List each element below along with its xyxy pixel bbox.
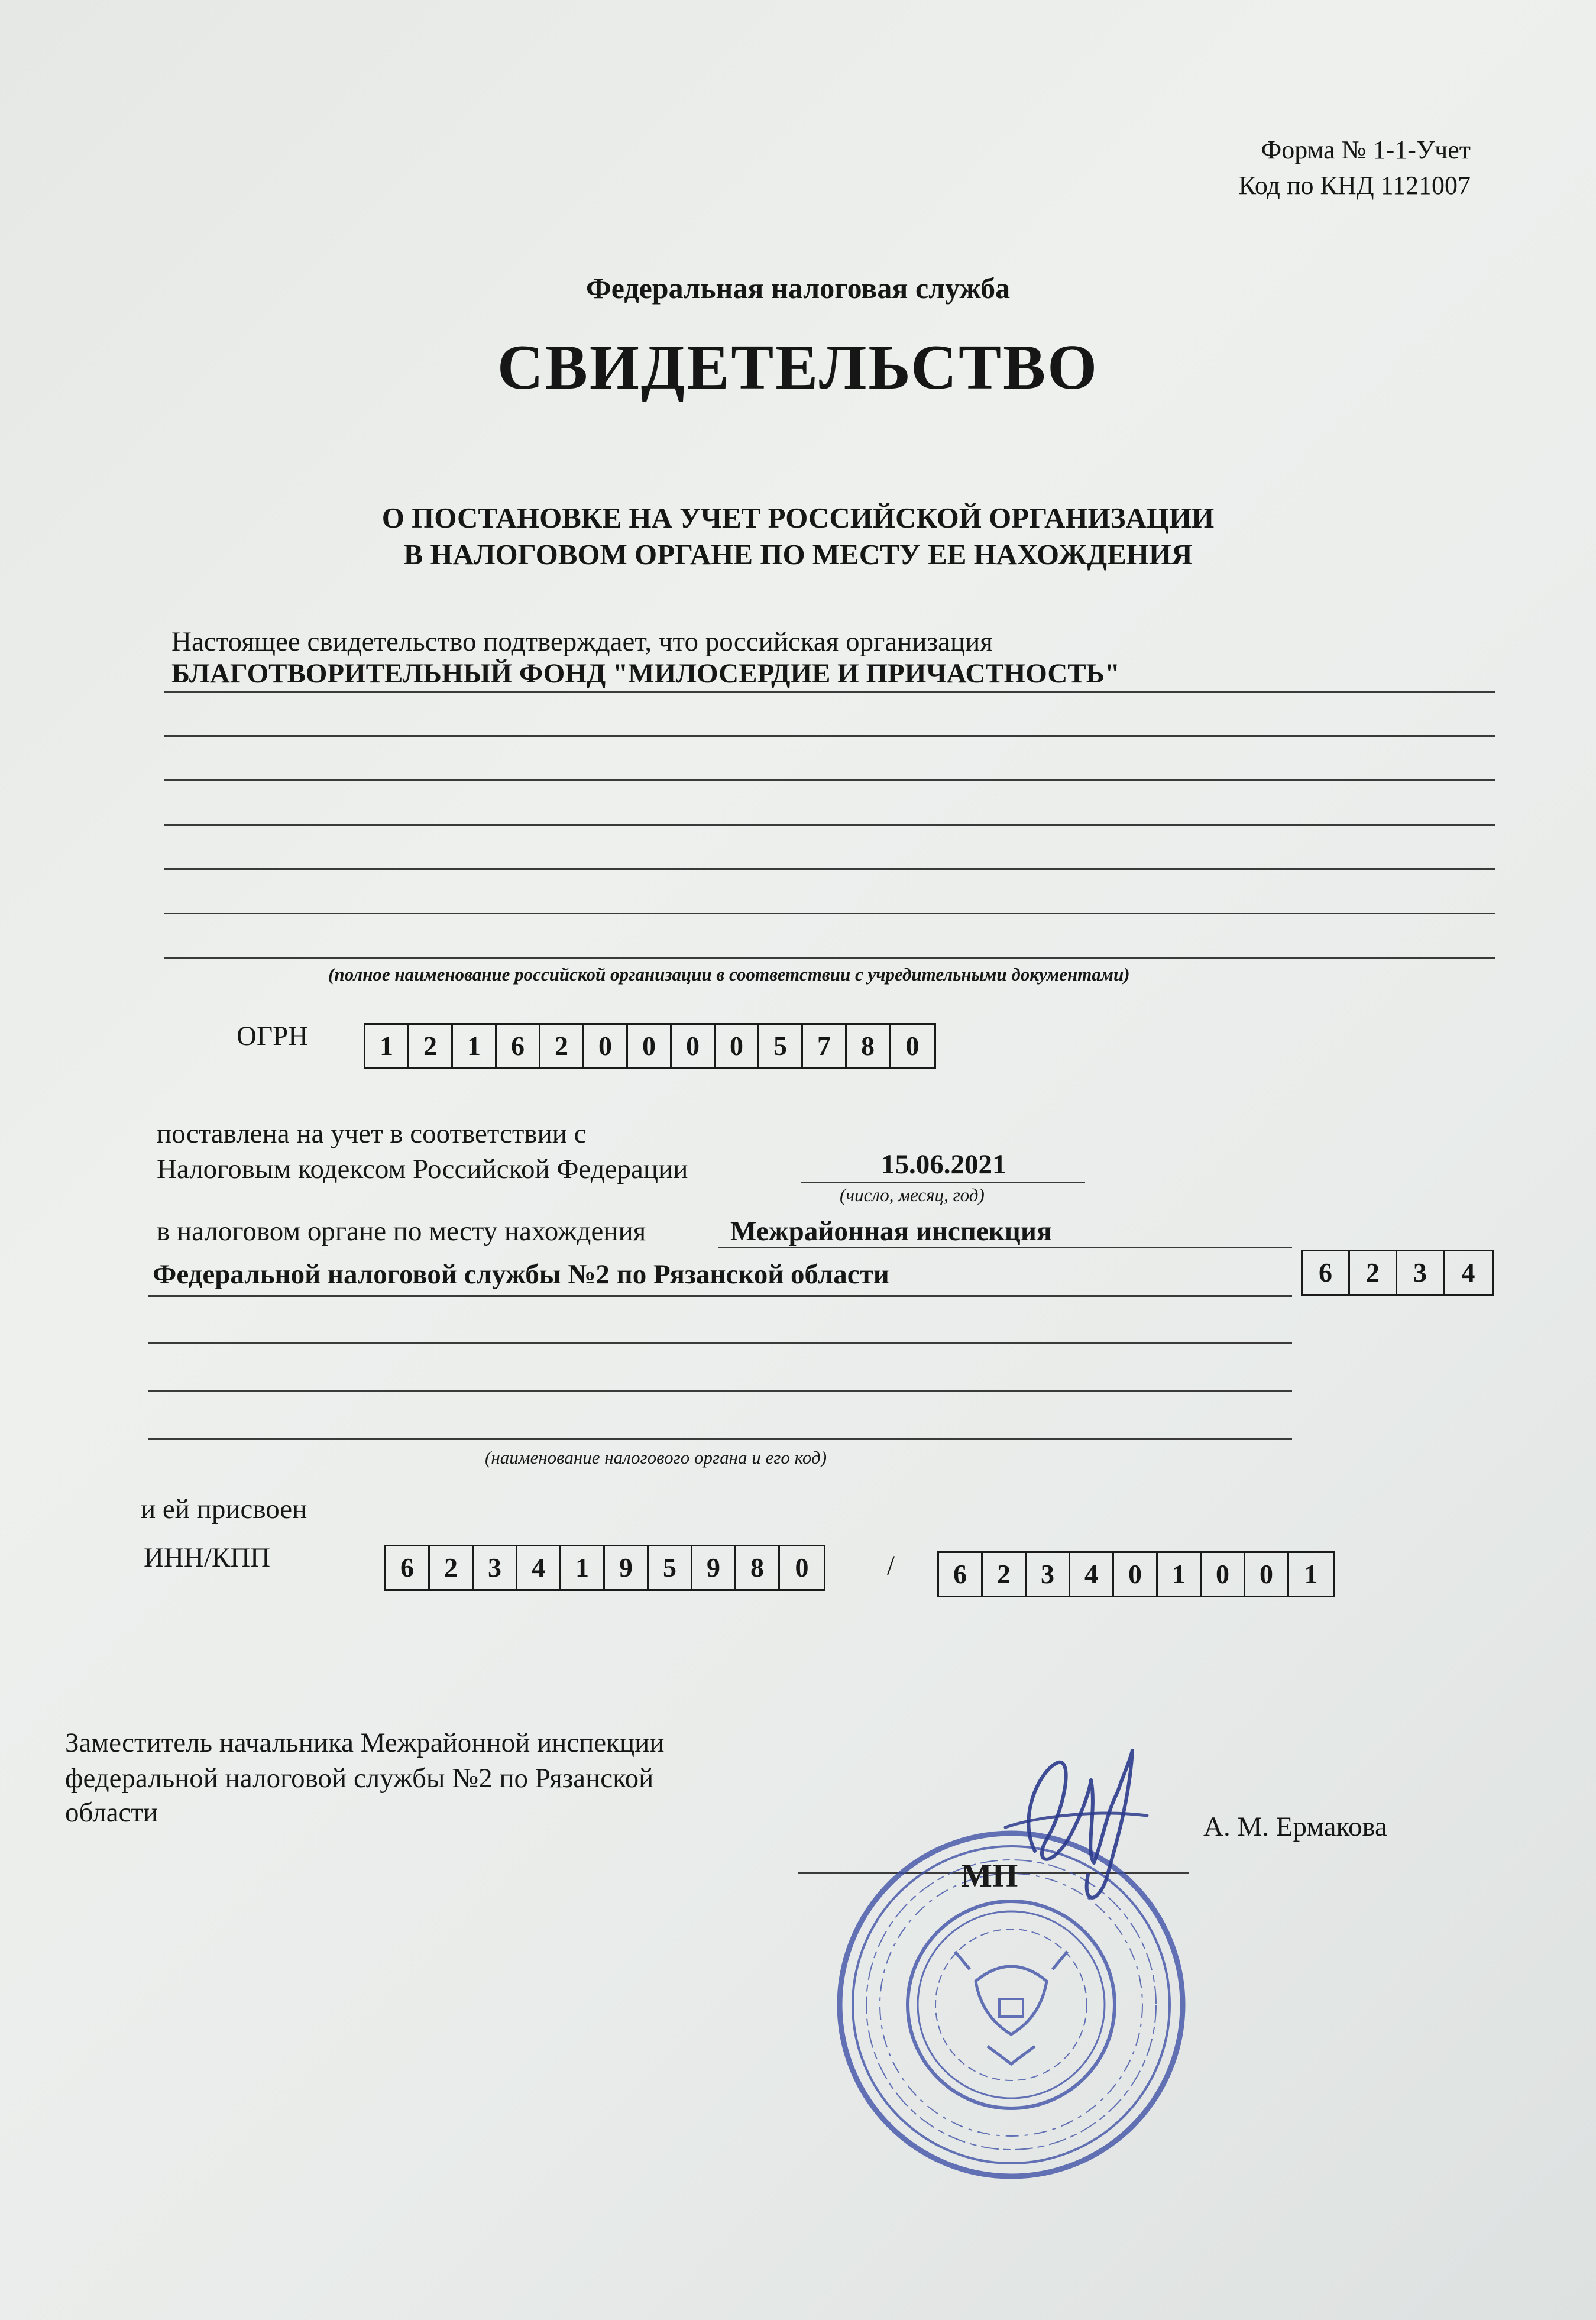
- ogrn-digit: 0: [905, 1031, 920, 1061]
- inn-digit: 3: [474, 1546, 517, 1589]
- handwritten-signature: [970, 1727, 1159, 1916]
- organization-name: БЛАГОТВОРИТЕЛЬНЫЙ ФОНД "МИЛОСЕРДИЕ И ПРИЧАСТНОСТЬ": [171, 658, 1120, 689]
- signatory-name: А. М. Ермакова: [1203, 1811, 1387, 1842]
- tax-authority-line-1: [718, 1247, 1292, 1248]
- inn-kpp-label: ИНН/КПП: [144, 1542, 271, 1573]
- registration-line-1: поставлена на учет в соответствии с: [157, 1118, 587, 1149]
- org-name-line-2: [164, 735, 1495, 737]
- kpp-digit: 0: [1114, 1553, 1158, 1596]
- kpp-digit: 2: [983, 1553, 1027, 1596]
- inn-digit: 1: [561, 1546, 605, 1589]
- inn-digit: 8: [736, 1546, 780, 1589]
- inn-digit: 5: [649, 1546, 692, 1589]
- ogrn-digit: 0: [628, 1025, 672, 1067]
- signatory-position-1: Заместитель начальника Межрайонной инспекции: [65, 1727, 665, 1758]
- ogrn-digit: 5: [759, 1025, 803, 1067]
- tax-authority-code-digit: 6: [1303, 1251, 1350, 1294]
- org-name-line-3: [164, 779, 1495, 781]
- inn-digit: 4: [517, 1546, 561, 1589]
- ogrn-digit-boxes: [364, 1023, 936, 1069]
- subtitle-line-1: О ПОСТАНОВКЕ НА УЧЕТ РОССИЙСКОЙ ОРГАНИЗАЦИИ: [381, 501, 1215, 534]
- tax-authority-code-digit: 4: [1461, 1257, 1475, 1287]
- kpp-digit: 1: [1158, 1553, 1202, 1596]
- ogrn-digit: 1: [453, 1025, 497, 1067]
- tax-authority-line-5: [148, 1438, 1292, 1440]
- ogrn-digit: 0: [584, 1025, 628, 1067]
- ogrn-digit: 2: [409, 1025, 453, 1067]
- inn-kpp-separator: /: [887, 1550, 895, 1581]
- tax-authority-line-4: [148, 1390, 1292, 1392]
- org-name-line-4: [164, 824, 1495, 826]
- tax-authority-code-boxes: [1301, 1250, 1494, 1296]
- registration-date: 15.06.2021: [881, 1149, 1006, 1180]
- tax-authority-line-2: [148, 1295, 1292, 1297]
- tax-authority-prefix: в налоговом органе по месту нахождения: [157, 1216, 646, 1247]
- assigned-text: и ей присвоен: [141, 1494, 307, 1525]
- inn-digit: 9: [692, 1546, 736, 1589]
- ogrn-label: ОГРН: [237, 1021, 309, 1051]
- date-line: [801, 1182, 1085, 1183]
- tax-authority-name-2: Федеральной налоговой службы №2 по Рязанской области: [153, 1259, 889, 1290]
- ogrn-digit: 2: [540, 1025, 584, 1067]
- inn-digit: 2: [430, 1546, 474, 1589]
- registration-line-2: Налоговым кодексом Российской Федерации: [157, 1154, 688, 1185]
- ogrn-digit: 0: [716, 1025, 759, 1067]
- kpp-digit-boxes: [937, 1551, 1335, 1597]
- ogrn-digit: 0: [672, 1025, 716, 1067]
- date-caption: (число, месяц, год): [840, 1185, 985, 1205]
- kpp-digit: 0: [1245, 1553, 1289, 1596]
- org-name-line-1: [164, 691, 1495, 693]
- seal-mark-label: МП: [961, 1858, 1018, 1894]
- subtitle-line-2: В НАЛОГОВОМ ОРГАНЕ ПО МЕСТУ ЕЕ НАХОЖДЕНИЯ: [403, 538, 1193, 571]
- ogrn-digit: 8: [847, 1025, 891, 1067]
- inn-digit: 9: [605, 1546, 649, 1589]
- document-title: СВИДЕТЕЛЬСТВО: [497, 332, 1099, 403]
- signatory-position-3: области: [65, 1797, 158, 1828]
- signatory-position-2: федеральной налоговой службы №2 по Рязанской: [65, 1763, 654, 1794]
- inn-digit: 6: [386, 1546, 430, 1589]
- tax-authority-name-1: Межрайонная инспекция: [730, 1216, 1052, 1247]
- org-name-line-7: [164, 957, 1495, 959]
- kpp-digit: 4: [1070, 1553, 1114, 1596]
- inn-digit-boxes: [384, 1545, 825, 1591]
- ogrn-digit: 6: [497, 1025, 540, 1067]
- form-number: Форма № 1-1-Учет: [1261, 135, 1471, 164]
- inn-digit: 0: [795, 1552, 809, 1583]
- tax-authority-code-digit: 2: [1350, 1251, 1397, 1294]
- tax-authority-code-digit: 3: [1397, 1251, 1445, 1294]
- tax-authority-line-3: [148, 1342, 1292, 1344]
- org-name-line-5: [164, 868, 1495, 870]
- kpp-digit: 3: [1027, 1553, 1070, 1596]
- kpp-digit: 6: [939, 1553, 983, 1596]
- ogrn-digit: 1: [365, 1025, 409, 1067]
- knd-code: Код по КНД 1121007: [1238, 171, 1471, 200]
- agency-name: Федеральная налоговая служба: [585, 271, 1011, 305]
- kpp-digit: 0: [1202, 1553, 1245, 1596]
- ogrn-digit: 7: [803, 1025, 847, 1067]
- tax-authority-caption: (наименование налогового органа и его код): [485, 1447, 827, 1468]
- org-name-line-6: [164, 913, 1495, 914]
- org-name-caption: (полное наименование российской организации в соответствии с учредительными документами): [328, 964, 1130, 985]
- kpp-digit: 1: [1304, 1559, 1318, 1589]
- intro-text: Настоящее свидетельство подтверждает, что российская организация: [171, 626, 993, 657]
